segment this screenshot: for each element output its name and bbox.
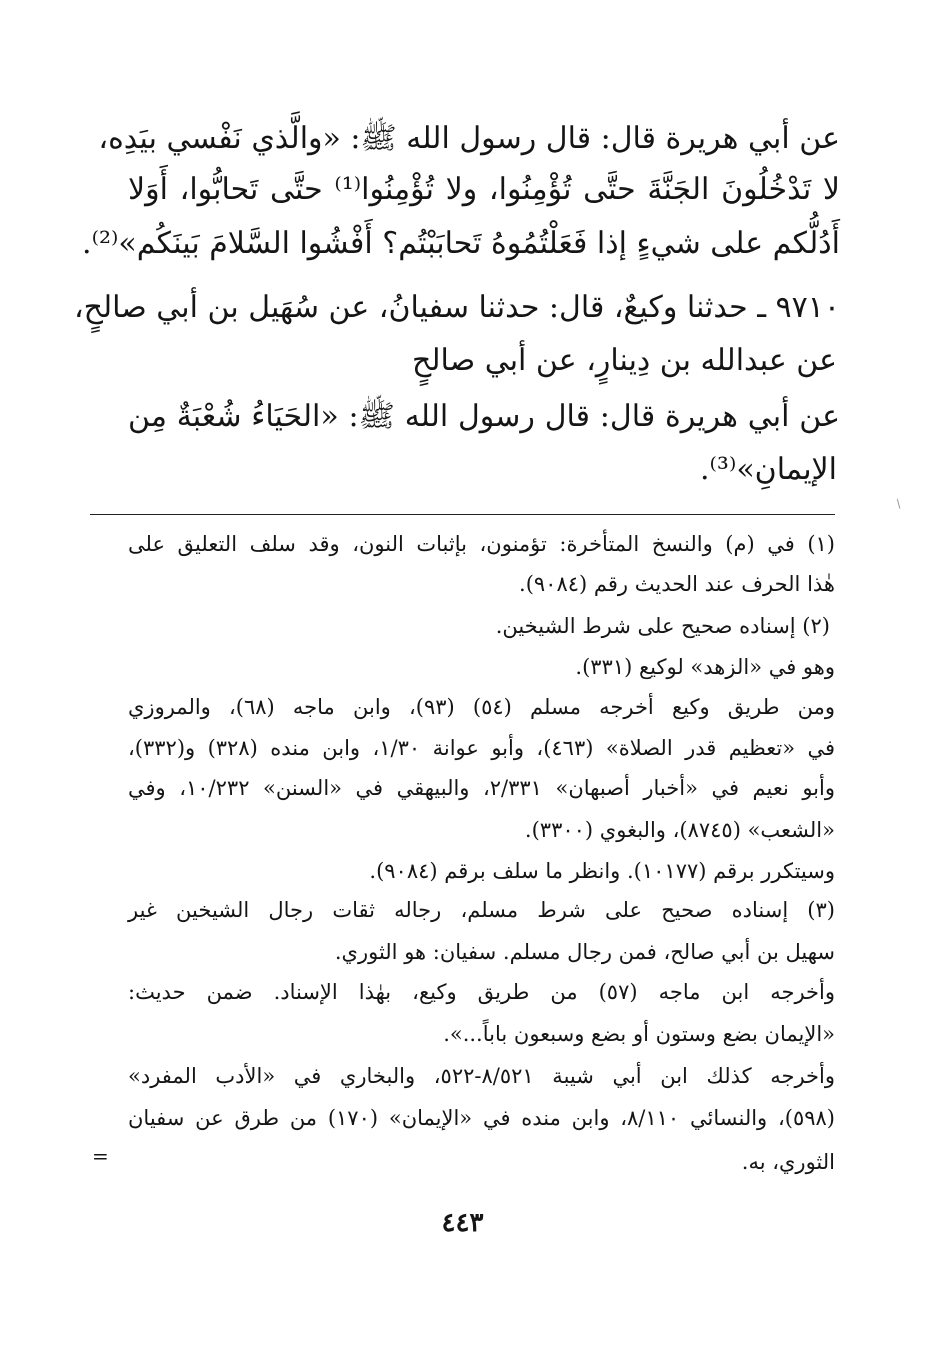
scan-mark: [897, 497, 906, 508]
footnote-line: (٥٩٨)، والنسائي ٨/١١٠، وابن منده في «الإيمان» (١٧٠) من طرق عن سفيان: [128, 1106, 835, 1130]
footnote-line: الثوري، به.: [741, 1150, 835, 1174]
footnote-line: (٣) إسناده صحيح على شرط مسلم، رجاله ثقات رجال الشيخين غير: [128, 898, 835, 922]
footnote-line: (٢) إسناده صحيح على شرط الشيخين.: [495, 614, 830, 638]
main-text-line: عن عبدالله بن دِينارٍ، عن أبي صالحٍ: [412, 343, 837, 378]
footnote-separator: [90, 514, 835, 515]
main-text-line: أَدُلُّكم على شيءٍ إذا فَعَلْتُمُوهُ تَحابَبْتُم؟ أَفْشُوا السَّلامَ بَينَكُم»⁽²⁾.: [82, 226, 840, 261]
continuation-mark: =: [92, 1144, 109, 1168]
footnote-line: ومن طريق وكيع أخرجه مسلم (٥٤) (٩٣)، وابن ماجه (٦٨)، والمروزي: [128, 695, 836, 719]
main-text-line: لا تَدْخُلُونَ الجَنَّةَ حتَّى تُؤْمِنُوا، ولا تُؤْمِنُوا⁽¹⁾ حتَّى تَحابُّوا، أَوَلا: [128, 172, 841, 207]
footnote-line: في «تعظيم قدر الصلاة» (٤٦٣)، وأبو عوانة ١/٣٠، وابن منده (٣٢٨) و(٣٣٢)،: [128, 736, 836, 760]
footnote-line: «الشعب» (٨٧٤٥)، والبغوي (٣٣٠٠).: [524, 818, 835, 842]
main-text-line: عن أبي هريرة قال: قال رسول الله ﷺ: «الحَيَاءُ شُعْبَةٌ مِن: [128, 399, 840, 434]
main-text-line: الإيمانِ»⁽³⁾.: [700, 452, 837, 487]
page-number: ٤٤٣: [441, 1208, 484, 1238]
footnote-line: (١) في (م) والنسخ المتأخرة: تؤمنون، بإثبات النون، وقد سلف التعليق على: [128, 532, 835, 556]
footnote-line: وسيتكرر برقم (١٠١٧٧). وانظر ما سلف برقم (٩٠٨٤).: [369, 859, 835, 883]
footnote-line: هٰذا الحرف عند الحديث رقم (٩٠٨٤).: [519, 572, 835, 596]
footnote-line: وهو في «الزهد» لوكيع (٣٣١).: [575, 655, 835, 679]
main-text-line: عن أبي هريرة قال: قال رسول الله ﷺ: «والَّذي نَفْسي بيَدِه،: [98, 121, 840, 156]
footnote-line: وأبو نعيم في «أخبار أصبهان» ٢/٣٣١، والبيهقي في «السنن» ١٠/٢٣٢، وفي: [128, 776, 835, 800]
footnote-line: وأخرجه ابن ماجه (٥٧) من طريق وكيع، بهٰذا الإسناد. ضمن حديث:: [128, 980, 835, 1004]
footnote-line: وأخرجه كذلك ابن أبي شيبة ٨/٥٢١-٥٢٢، والبخاري في «الأدب المفرد»: [128, 1064, 836, 1088]
footnote-line: سهيل بن أبي صالح، فمن رجال مسلم. سفيان: هو الثوري.: [334, 940, 835, 964]
footnote-line: «الإيمان بضع وستون أو بضع وسبعون باباً...».: [443, 1022, 835, 1046]
hadith-number-line: ٩٧١٠ ـ حدثنا وكيعٌ، قال: حدثنا سفيانُ، عن سُهَيل بن أبي صالحٍ،: [73, 290, 840, 325]
